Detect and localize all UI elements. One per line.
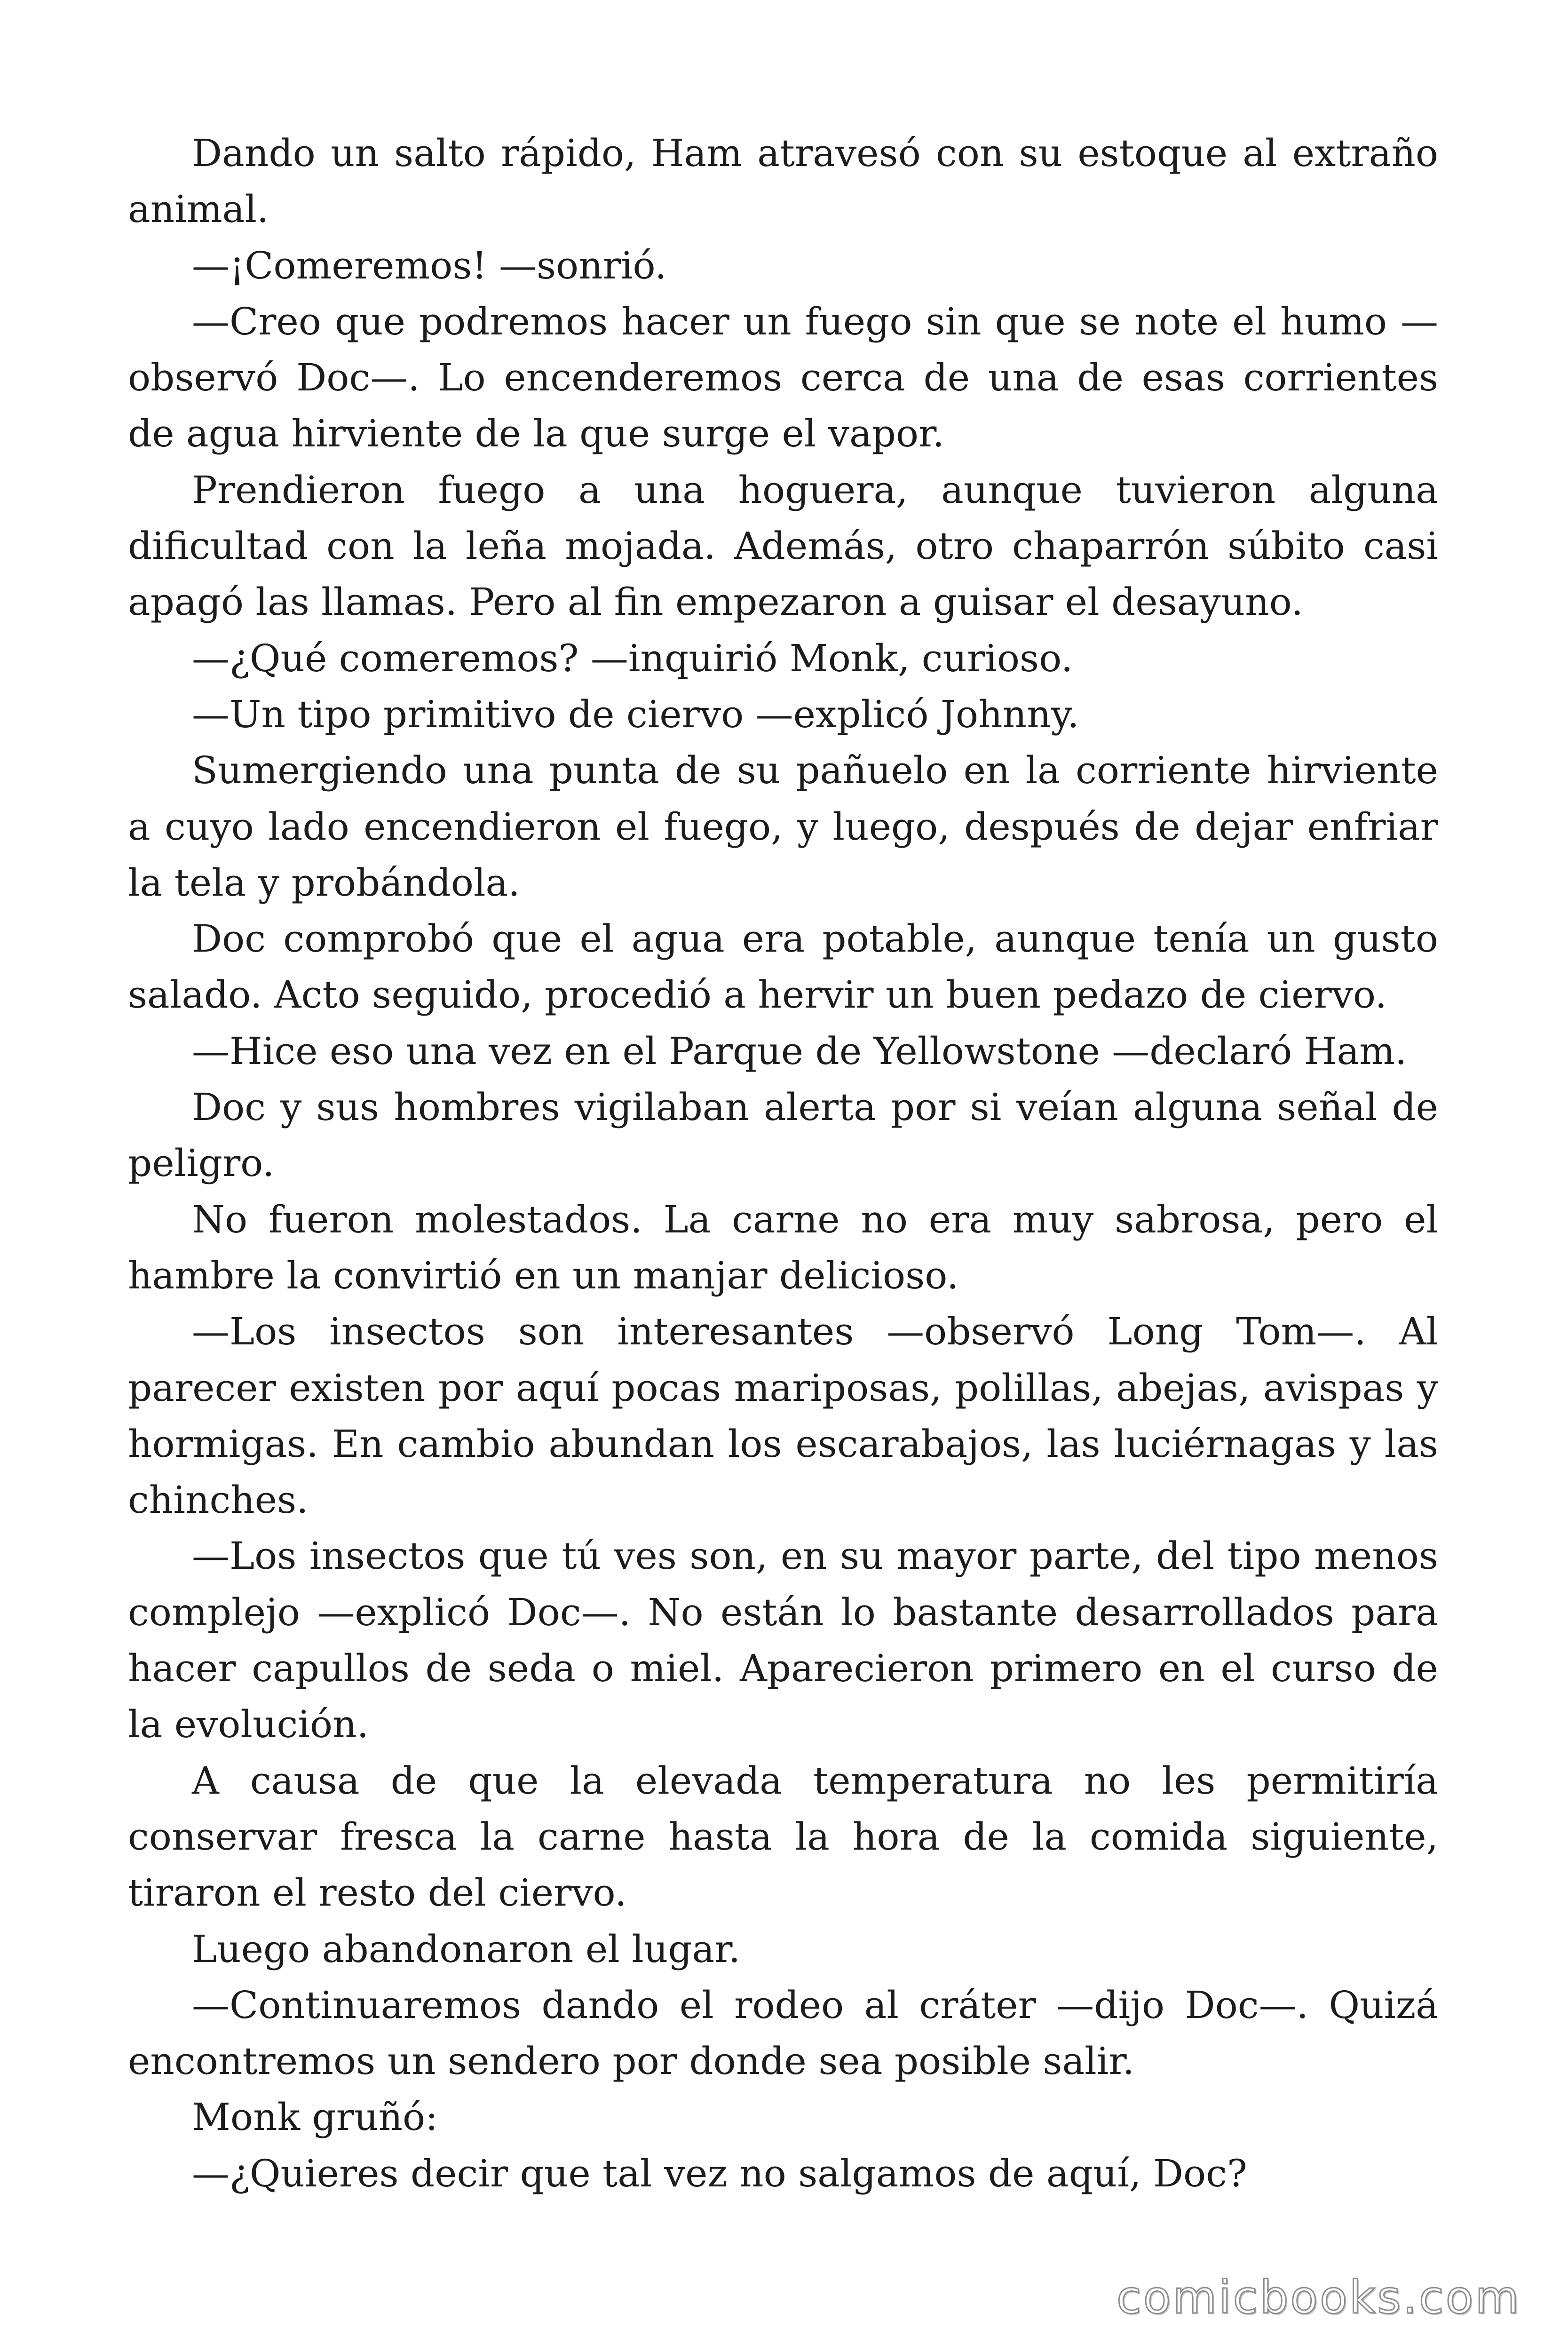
paragraph: —Creo que podremos hacer un fuego sin que se note el humo —observó Doc—. Lo encenderemos cerca de una de esas corrientes de agua hirviente de la que surge el vapor. [128,299,1438,456]
watermark: comicbooks.com [1116,2271,1521,2324]
paragraph: —Los insectos son interesantes —observó Long Tom—. Al parecer existen por aquí pocas mariposas, polillas, abejas, avispas y hormigas. En cambio abundan los escarabajos, las luciérnagas y las chinches. [128,1310,1438,1522]
paragraph: No fueron molestados. La carne no era muy sabrosa, pero el hambre la convirtió en un manjar delicioso. [128,1197,1438,1297]
paragraph: —Continuaremos dando el rodeo al cráter —dijo Doc—. Quizá encontremos un sendero por donde sea posible salir. [128,1983,1438,2083]
paragraph: Doc y sus hombres vigilaban alerta por si veían alguna señal de peligro. [128,1085,1438,1185]
body-text [128,125,1438,2201]
paragraph: Monk gruñó: [192,2095,438,2139]
paragraph: —¿Quieres decir que tal vez no salgamos de aquí, Doc? [192,2151,1247,2195]
paragraph: Doc comprobó que el agua era potable, aunque tenía un gusto salado. Acto seguido, procedió a hervir un buen pedazo de ciervo. [128,917,1438,1017]
paragraph: —¡Comeremos! —sonrió. [192,243,667,287]
paragraph: Prendieron fuego a una hoguera, aunque tuvieron alguna dificultad con la leña mojada. Además, otro chaparrón súbito casi apagó las llamas. Pero al fin empezaron a guisar el desayuno. [128,468,1438,624]
paragraph: Sumergiendo una punta de su pañuelo en la corriente hirviente a cuyo lado encendieron el fuego, y luego, después de dejar enfriar la tela y probándola. [128,748,1438,905]
paragraph: Luego abandonaron el lugar. [192,1927,741,1971]
paragraph: Dando un salto rápido, Ham atravesó con su estoque al extraño animal. [128,131,1438,231]
paragraph: —Hice eso una vez en el Parque de Yellowstone —declaró Ham. [192,1029,1407,1073]
paragraph: —Los insectos que tú ves son, en su mayor parte, del tipo menos complejo —explicó Doc—. No están lo bastante desarrollados para hacer capullos de seda o miel. Aparecieron primero en el curso de la evolución. [128,1534,1438,1747]
paragraph: —Un tipo primitivo de ciervo —explicó Johnny. [192,692,1079,736]
paragraph: A causa de que la elevada temperatura no les permitiría conservar fresca la carne hasta la hora de la comida siguiente, tiraron el resto del ciervo. [128,1758,1438,1915]
paragraph: —¿Qué comeremos? —inquirió Monk, curioso. [192,636,1073,680]
